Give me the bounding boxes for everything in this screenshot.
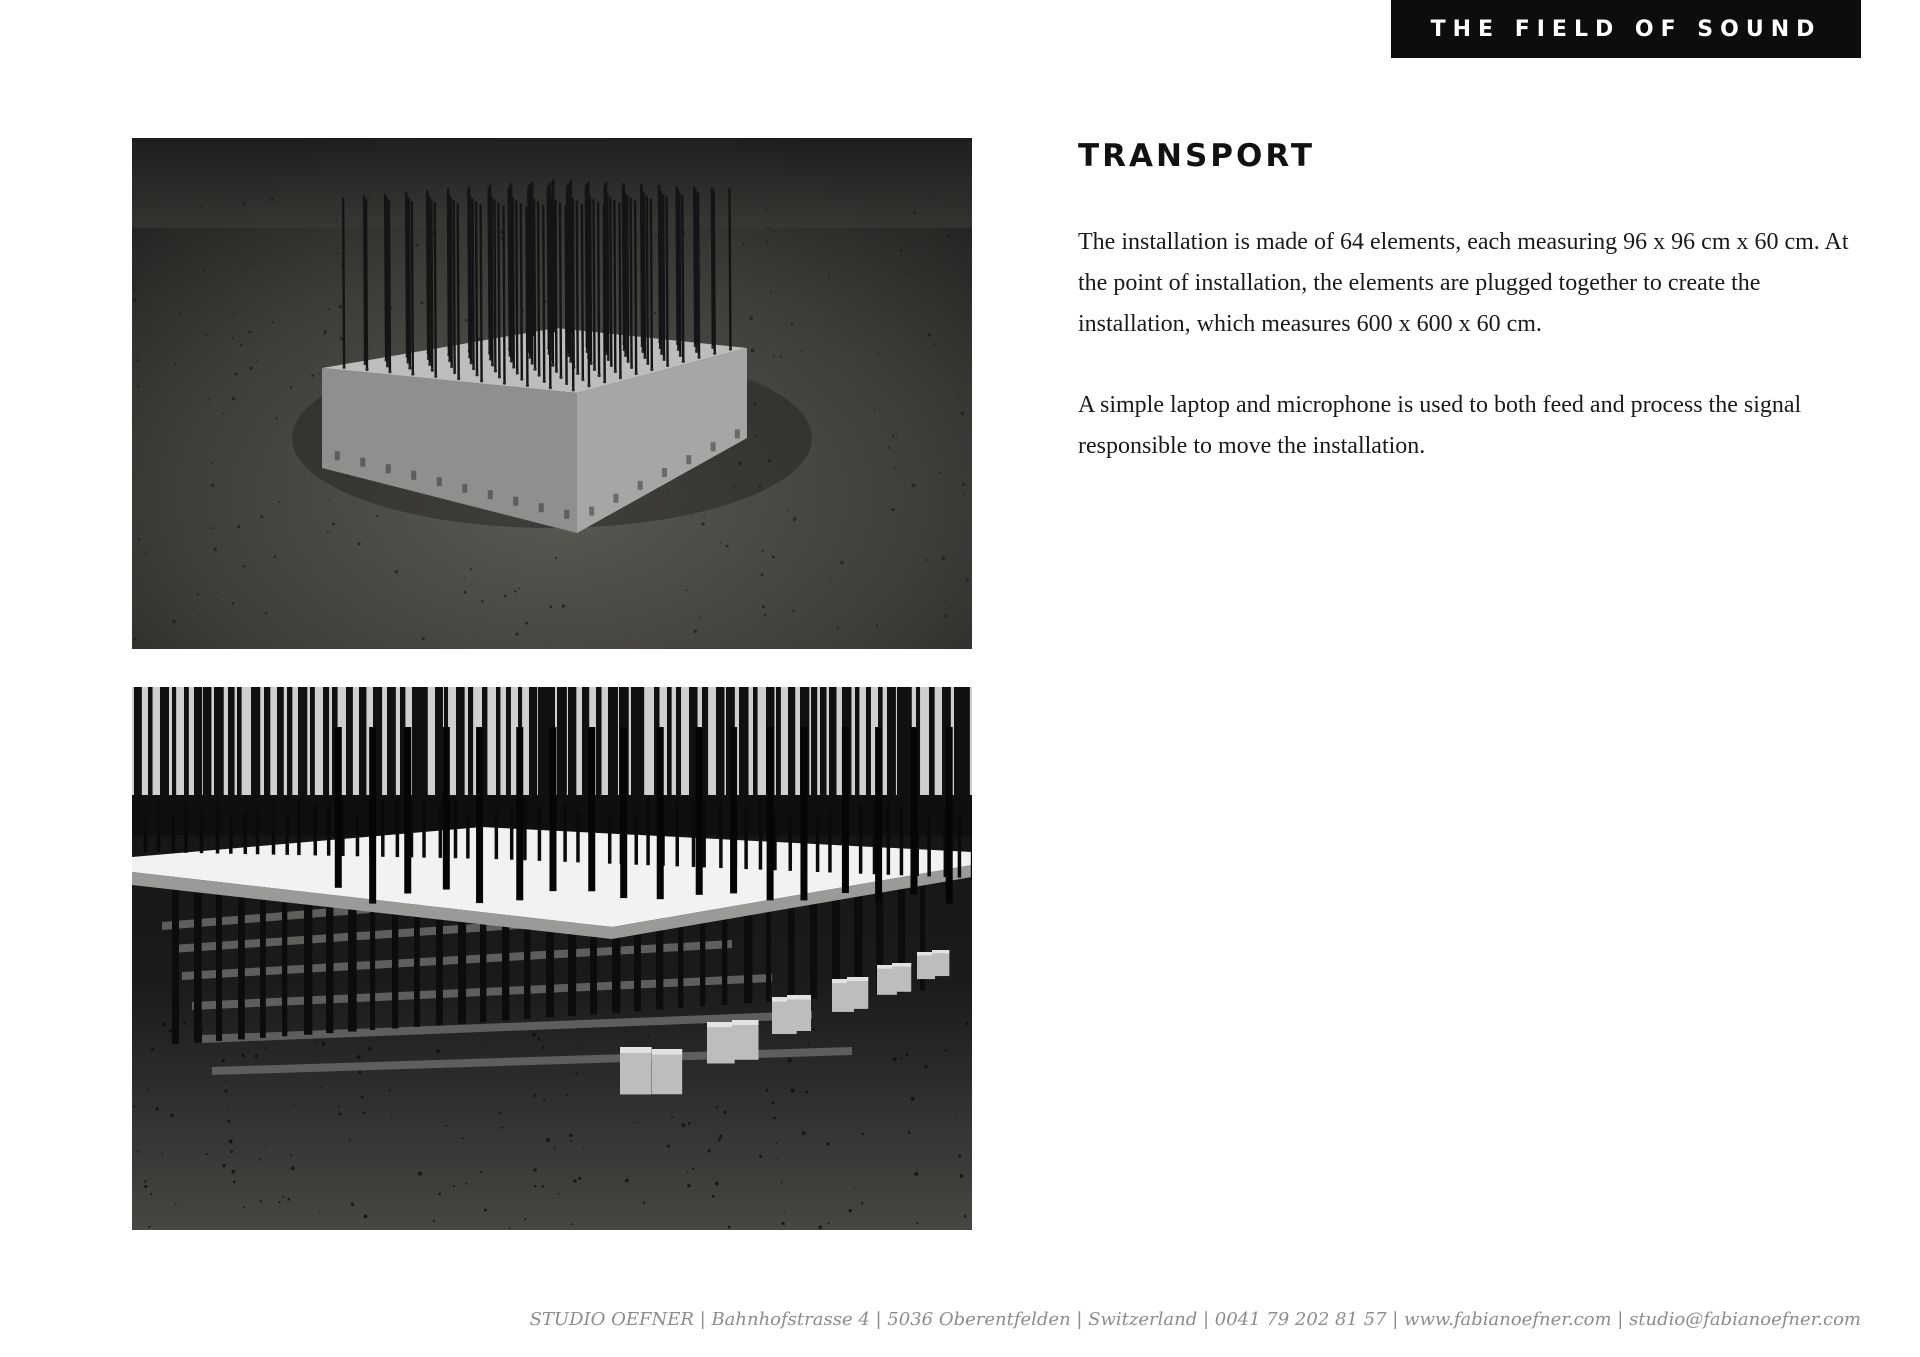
section-body [1078,222,1868,507]
paragraph-equipment: A simple laptop and microphone is used to both feed and process the signal responsible to move the installation. [1078,392,1802,459]
section-title: TRANSPORT [1078,138,1315,174]
footer-contact: STUDIO OEFNER | Bahnhofstrasse 4 | 5036 Oberentfelden | Switzerland | 0041 79 202 81 57 | www.fabianoefner.com | studio@fabianoefner.com [529,1309,1861,1330]
installation-overview-image [132,138,972,649]
header-tab-label: THE FIELD OF SOUND [1430,16,1822,42]
paragraph-dimensions: The installation is made of 64 elements, each measuring 96 x 96 cm x 60 cm. At the point of installation, the elements are plugged together to create the installation, which measures 600 x 600 x 60 cm. [1078,229,1849,337]
installation-underside-image [132,687,972,1230]
installation-underside-render [132,687,972,1230]
installation-overview-render [132,138,972,649]
header-tab [1391,0,1861,58]
